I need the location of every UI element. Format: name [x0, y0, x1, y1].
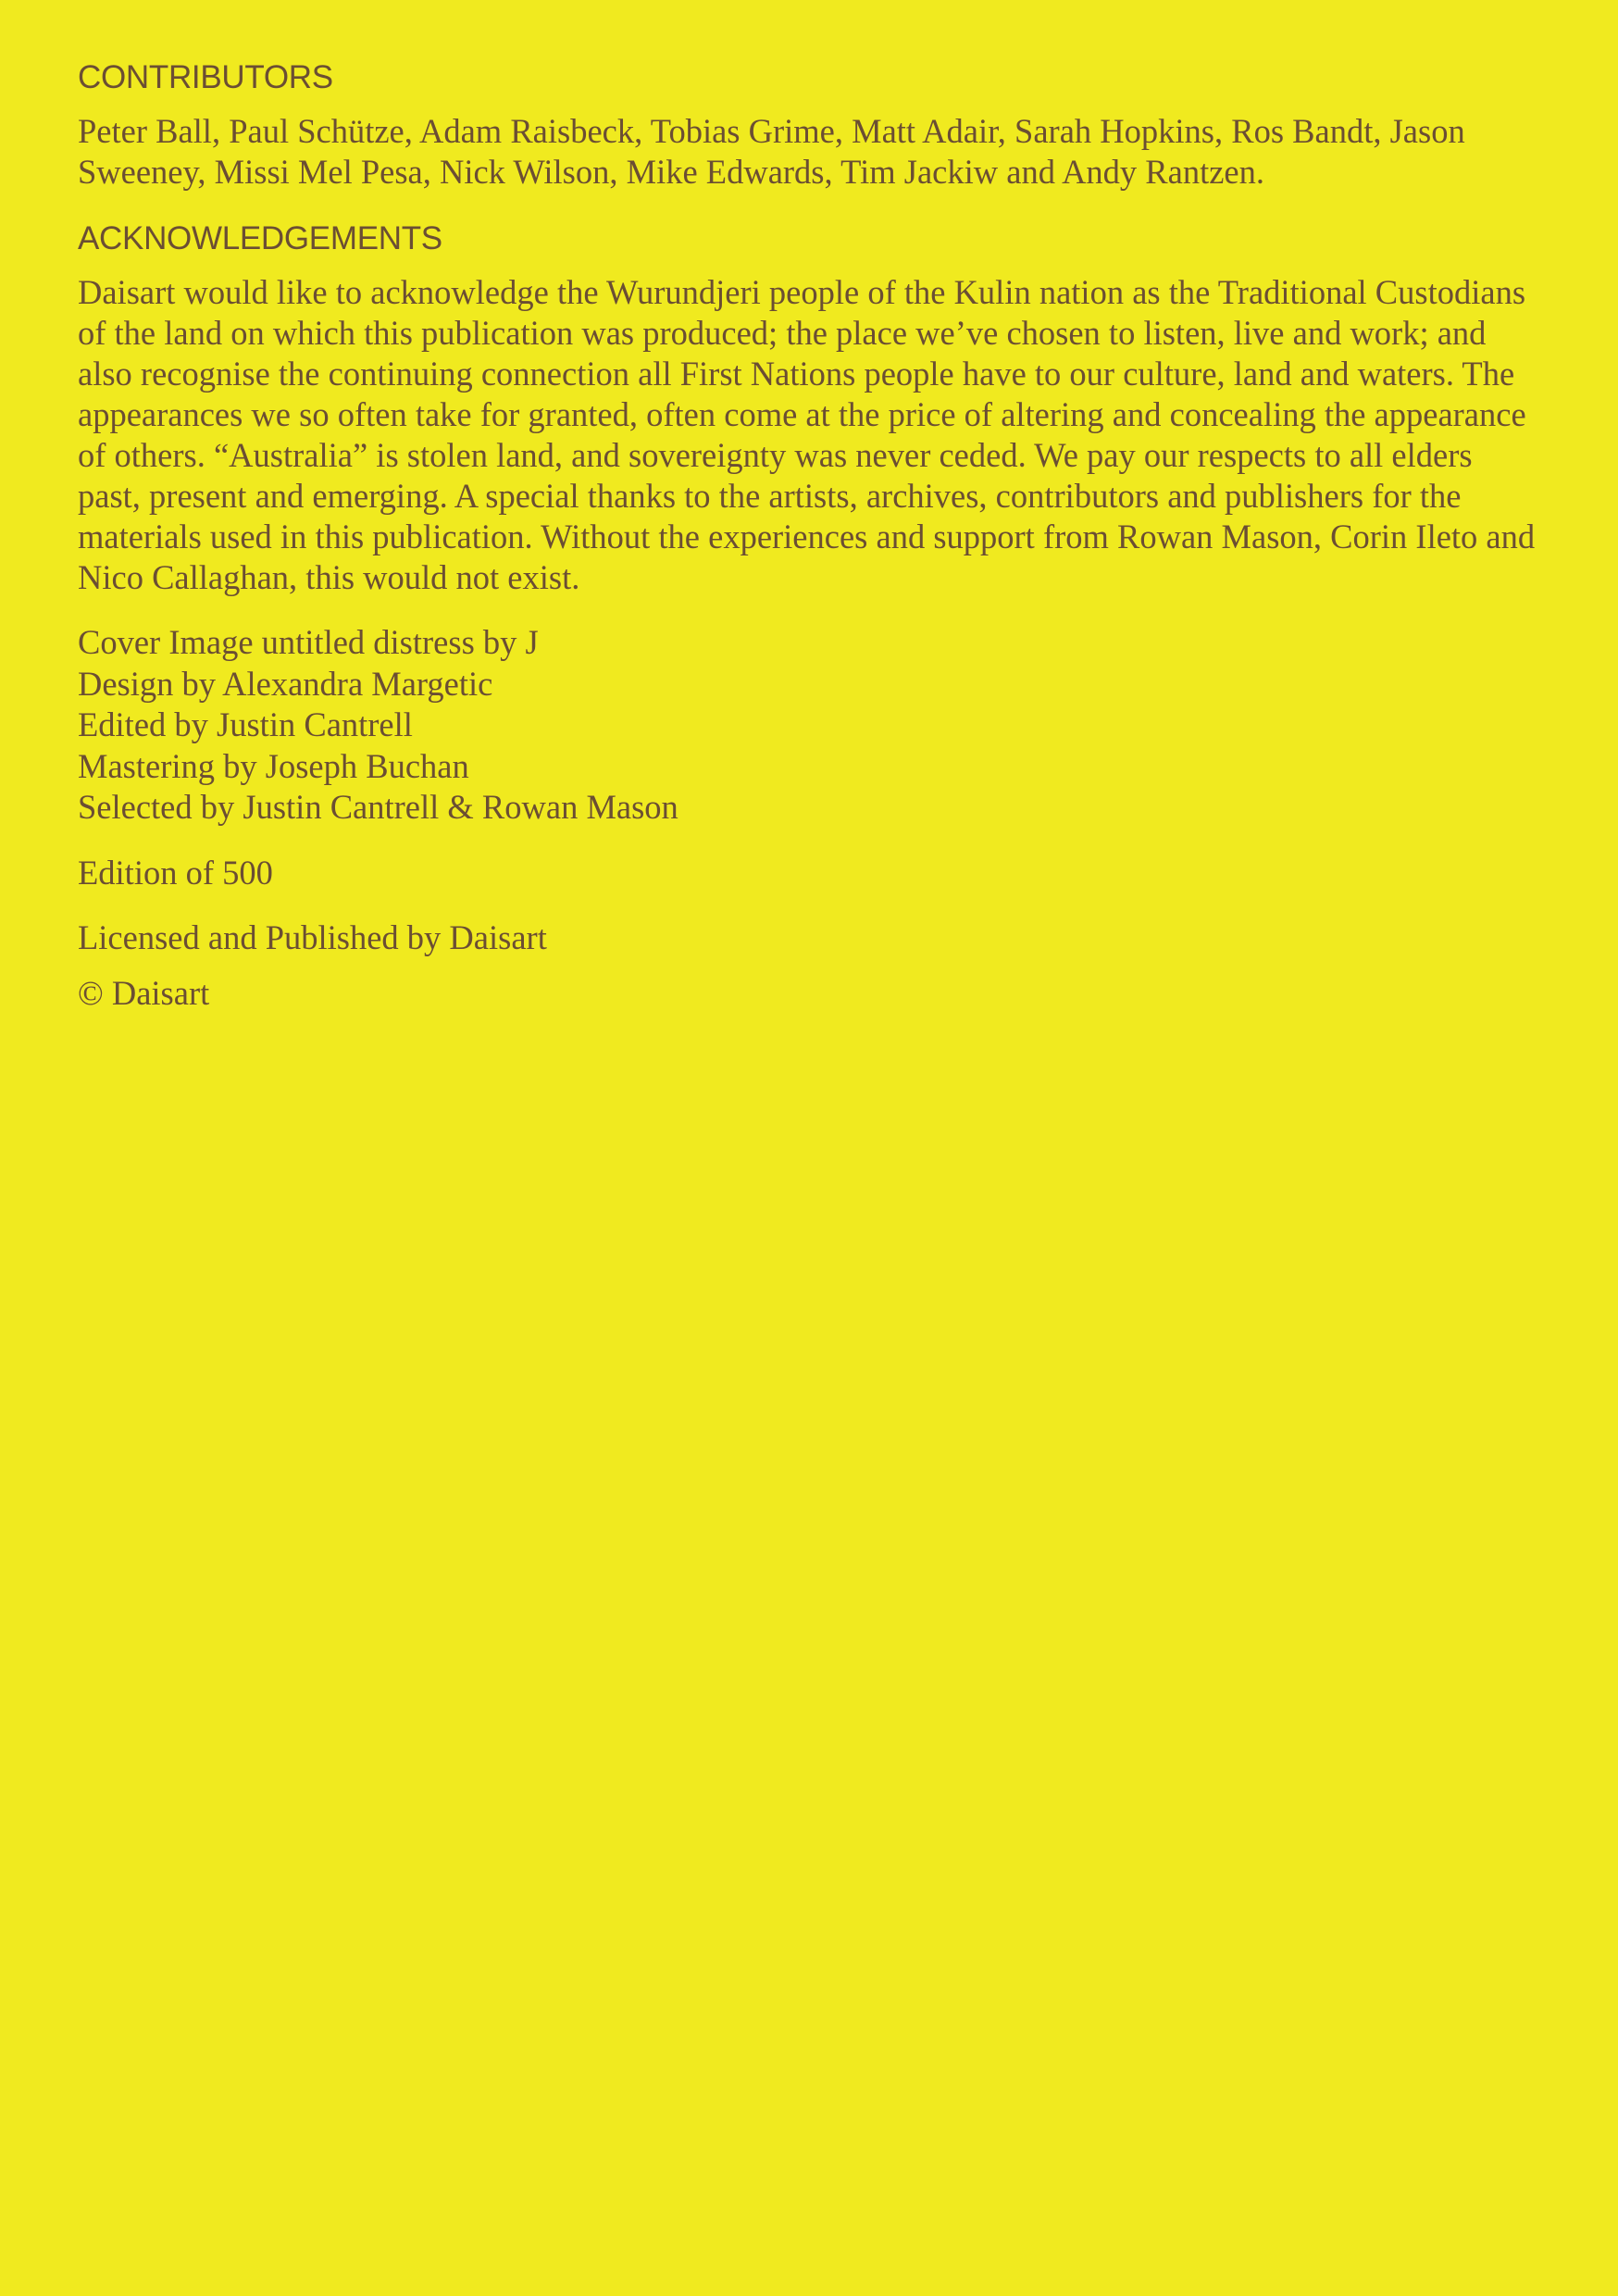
credit-line: Mastering by Joseph Buchan: [78, 746, 469, 785]
acknowledgements-heading: ACKNOWLEDGEMENTS: [78, 220, 442, 256]
acknowledgements-text: Daisart would like to acknowledge the Wurundjeri people of the Kulin nation as the Traditional Custodians of the land on which this publication was produced; the place we’ve chosen to listen, live and work; and also recognise the continuing connection all First Nations people have to our culture, land and waters. The appearances we so often take for granted, often come at the price of altering and concealing the appearance of others. “Australia” is stolen land, and sovereignty was never ceded. We pay our respects to all elders past, present and emerging. A special thanks to the artists, archives, contributors and publishers for the materials used in this publication. Without the experiences and support from Rowan Mason, Corin Ileto and Nico Callaghan, this would not exist.: [78, 273, 1536, 596]
copyright-note: © Daisart: [78, 973, 210, 1012]
credit-line: Cover Image untitled distress by J: [78, 623, 539, 661]
contributors-heading: CONTRIBUTORS: [78, 59, 333, 95]
edition-note: Edition of 500: [78, 853, 273, 892]
contributors-section: [78, 57, 1540, 193]
acknowledgements-section: [78, 218, 1540, 598]
credits-list: [78, 622, 1540, 829]
colophon-page: [78, 57, 1540, 1014]
license-note: Licensed and Published by Daisart: [78, 917, 547, 956]
credit-line: Selected by Justin Cantrell & Rowan Mason: [78, 788, 678, 826]
contributors-list: Peter Ball, Paul Schütze, Adam Raisbeck, Tobias Grime, Matt Adair, Sarah Hopkins, Ros Bandt, Jason Sweeney, Missi Mel Pesa, Nick Wilson, Mike Edwards, Tim Jackiw and Andy Rantzen.: [78, 112, 1465, 191]
credit-line: Design by Alexandra Margetic: [78, 664, 493, 703]
credit-line: Edited by Justin Cantrell: [78, 705, 413, 743]
